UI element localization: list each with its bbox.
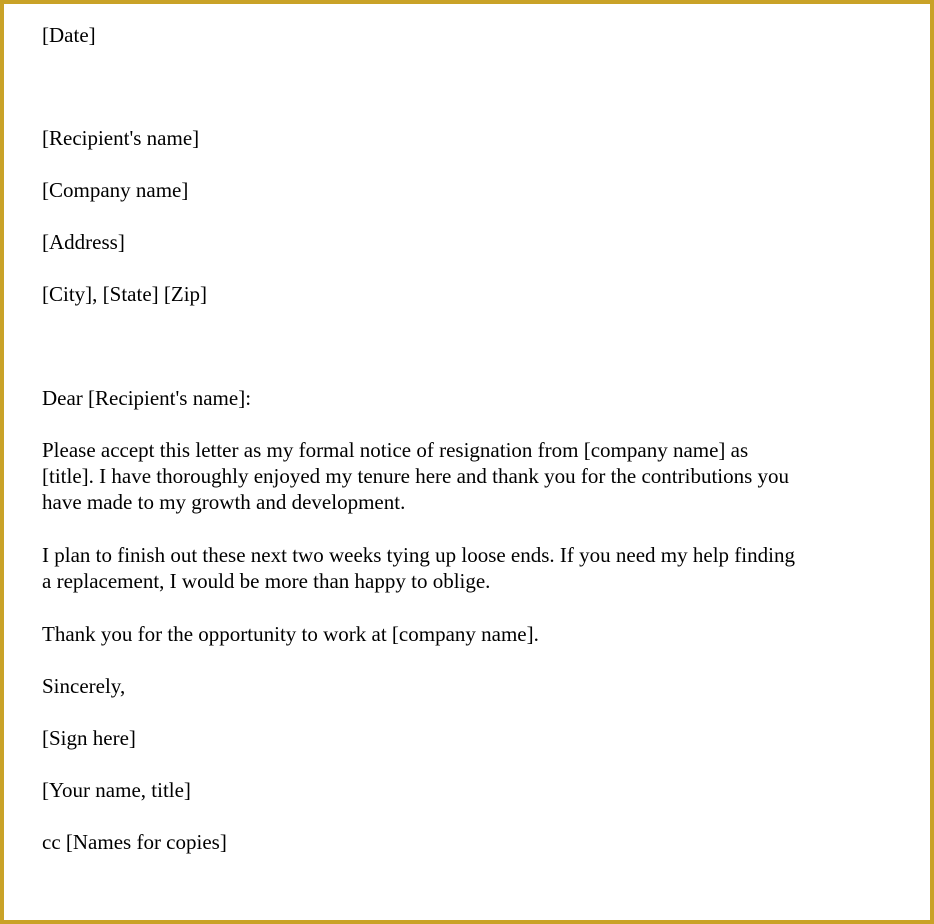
paragraph-transition	[42, 542, 902, 594]
company-name-line: [Company name]	[42, 178, 189, 202]
valediction: Sincerely,	[42, 674, 126, 698]
city-state-zip-line: [City], [State] [Zip]	[42, 282, 208, 306]
paragraph-transition-line-1: I plan to finish out these next two weeks tying up loose ends. If you need my help finding	[42, 543, 795, 567]
signature-placeholder: [Sign here]	[42, 726, 136, 750]
paragraph-thanks: Thank you for the opportunity to work at [company name].	[42, 622, 539, 646]
salutation: Dear [Recipient's name]:	[42, 386, 252, 410]
name-title-line: [Your name, title]	[42, 778, 191, 802]
paragraph-transition-line-2: a replacement, I would be more than happy to oblige.	[42, 569, 491, 593]
paragraph-notice-line-2: [title]. I have thoroughly enjoyed my tenure here and thank you for the contributions you	[42, 464, 790, 488]
date-line: [Date]	[42, 23, 96, 47]
paragraph-notice-line-1: Please accept this letter as my formal notice of resignation from [company name] as	[42, 438, 749, 462]
recipient-name-line: [Recipient's name]	[42, 126, 200, 150]
paragraph-notice	[42, 437, 902, 515]
cc-line: cc [Names for copies]	[42, 830, 227, 854]
paragraph-notice-line-3: have made to my growth and development.	[42, 490, 406, 514]
address-line: [Address]	[42, 230, 125, 254]
